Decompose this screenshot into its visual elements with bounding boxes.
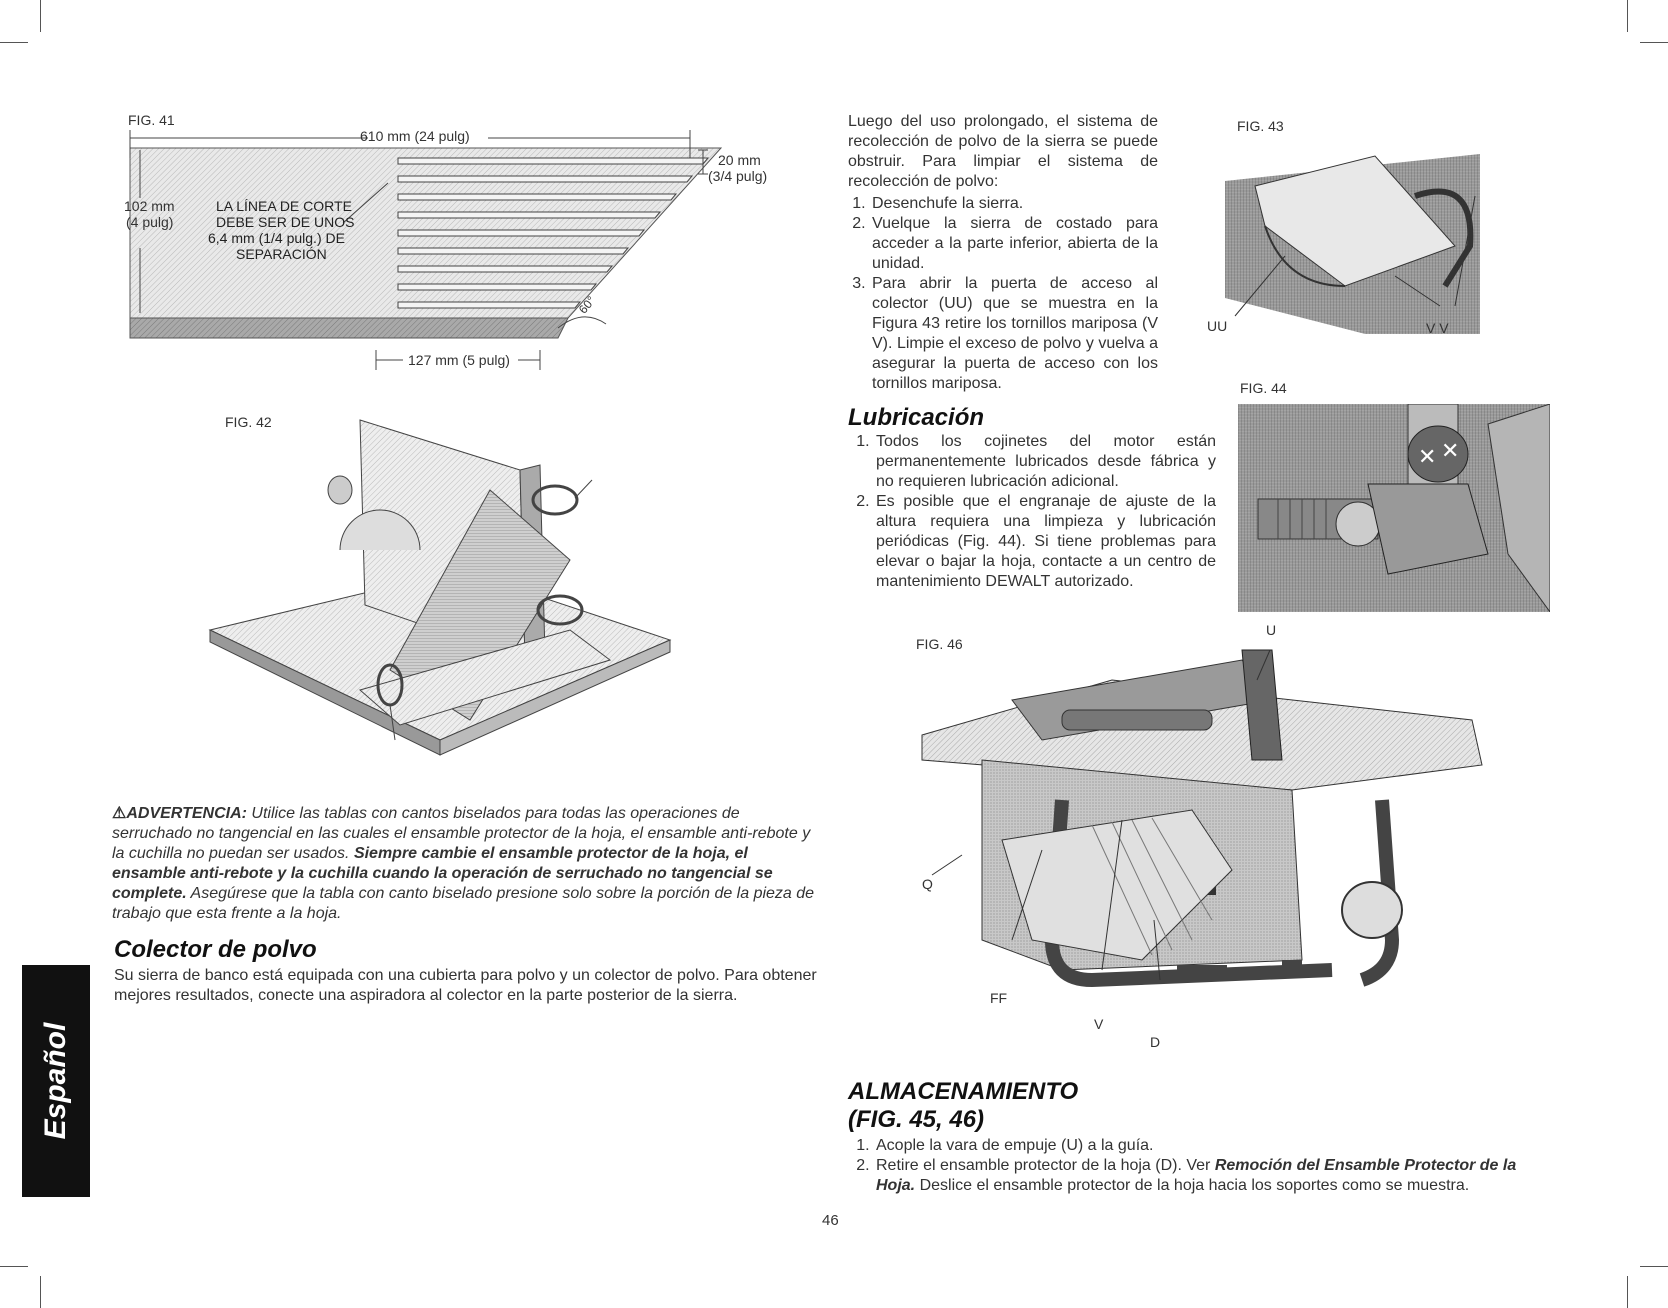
fig43-callout-uu: UU [1207,318,1228,334]
fig43-photo [1225,116,1480,336]
step2-text: Retire el ensamble protector de la hoja (D). Ver [876,1157,1215,1174]
crop-mark [1627,1276,1628,1308]
list-item: 1. Desenchufe la sierra. [870,194,1158,214]
step2-text-cont: Deslice el ensamble protector de la hoja hacia los soportes como se muestra. [915,1177,1470,1194]
fig41-note-line1: LA LÍNEA DE CORTE [216,198,352,214]
fig44-photo [1238,404,1550,612]
warning-text: Utilice las tablas con cantos biselados para todas las operaciones de serruchado no tangencial en las cuales el ensamble protector de la hoja, el ensamble anti-rebote y la cuchilla no puedan ser usados. [112,805,811,862]
fig41-note-line2: DEBE SER DE UNOS [216,214,355,230]
step2-bold-ref: Remoción del Ensamble Protector de la Hoja. [876,1157,1517,1194]
crop-mark [1640,1266,1668,1267]
fig41-thick-dim: 20 mm [718,152,761,168]
fig46-diagram [912,640,1506,1040]
fig42-diagram [190,410,750,790]
lubricacion-title: Lubricación [848,404,985,431]
crop-mark [0,42,28,43]
fig43-label: FIG. 43 [1237,118,1284,134]
side-tab-label: Español [39,1022,72,1140]
list-item: 2. Es posible que el engranaje de ajuste de la altura requiera una limpieza y lubricación periódicas (Fig. 44). Si tiene problemas para elevar o bajar la hoja, contacte a un centro de mantenimiento DEWALT autorizado. [874,492,1216,592]
crop-mark [1640,42,1668,43]
list-item [874,1156,1552,1196]
almacenamiento-title: ALMACENAMIENTO [848,1078,1079,1105]
page-number: 46 [822,1212,839,1229]
dust-steps [848,194,1158,394]
warning-bold-text: Siempre cambie el ensamble protector de la hoja, el ensamble anti-rebote y la cuchilla cuando la operación de serruchado no tangencial se complete. [112,845,773,902]
lubricacion-steps [852,432,1216,592]
list-item: 1. Todos los cojinetes del motor están permanentemente lubricados desde fábrica y no requieren lubricación adicional. [874,432,1216,492]
fig41-diagram [124,128,828,388]
crop-mark [40,1276,41,1308]
fig41-note-line4: SEPARACIÓN [236,246,327,262]
fig44-label: FIG. 44 [1240,380,1287,396]
fig46-callout-d: D [1150,1034,1161,1050]
warning-label: ADVERTENCIA: [126,805,247,822]
crop-mark [1627,0,1628,32]
fig41-thick-dim-in: (3/4 pulg) [708,168,768,184]
svg-text:✕: ✕ [1418,445,1437,470]
fig41-label: FIG. 41 [128,112,175,128]
fig46-callout-v: V [1094,1016,1104,1032]
warning-triangle-icon: ⚠ [112,805,127,822]
fig43-callout-vv: V V [1426,320,1449,336]
fig46-callout-u: U [1266,622,1277,638]
fig46-callout-ff: FF [990,990,1008,1006]
fig41-height-dim-in: (4 pulg) [126,214,174,230]
dust-intro-text: Luego del uso prolongado, el sistema de recolección de polvo de la sierra se puede obstruir. Para limpiar el sistema de recolección de polvo: [848,113,1158,190]
language-side-tab [22,965,90,1197]
crop-mark [0,1266,28,1267]
almacenamiento-subtitle: (FIG. 45, 46) [848,1106,985,1133]
list-item: 3. Para abrir la puerta de acceso al colector (UU) que se muestra en la Figura 43 retire los tornillos mariposa (V V). Limpie el exceso de polvo y vuelva a asegurar la puerta de acceso con los tornillos mariposa. [870,274,1158,394]
fig42-label: FIG. 42 [225,414,272,430]
almacenamiento-steps [852,1136,1552,1196]
fig41-width-dim: 610 mm (24 pulg) [360,128,470,144]
fig41-base-dim: 127 mm (5 pulg) [408,352,510,368]
list-item: 1. Acople la vara de empuje (U) a la guía. [874,1136,1552,1156]
colector-title: Colector de polvo [114,936,317,963]
fig46-label: FIG. 46 [916,636,963,652]
dust-intro [848,112,1158,394]
warning-text-cont: Asegúrese que la tabla con canto biselado presione solo sobre la porción de la pieza de trabajo que esta frente a la hoja. [112,885,815,922]
list-item: 2. Vuelque la sierra de costado para acceder a la parte inferior, abierta de la unidad. [870,214,1158,274]
warning-paragraph [112,804,820,924]
fig41-height-dim: 102 mm [124,198,175,214]
colector-text: Su sierra de banco está equipada con una cubierta para polvo y un colector de polvo. Para obtener mejores resultados, conecte una aspiradora al colector en la parte posterior de la sierra. [114,967,817,1004]
fig41-note-line3: 6,4 mm (1/4 pulg.) DE [208,230,345,246]
fig46-callout-q: Q [922,876,933,892]
svg-text:✕: ✕ [1441,439,1460,464]
crop-mark [40,0,41,32]
fig41-angle: 60° [575,293,599,317]
